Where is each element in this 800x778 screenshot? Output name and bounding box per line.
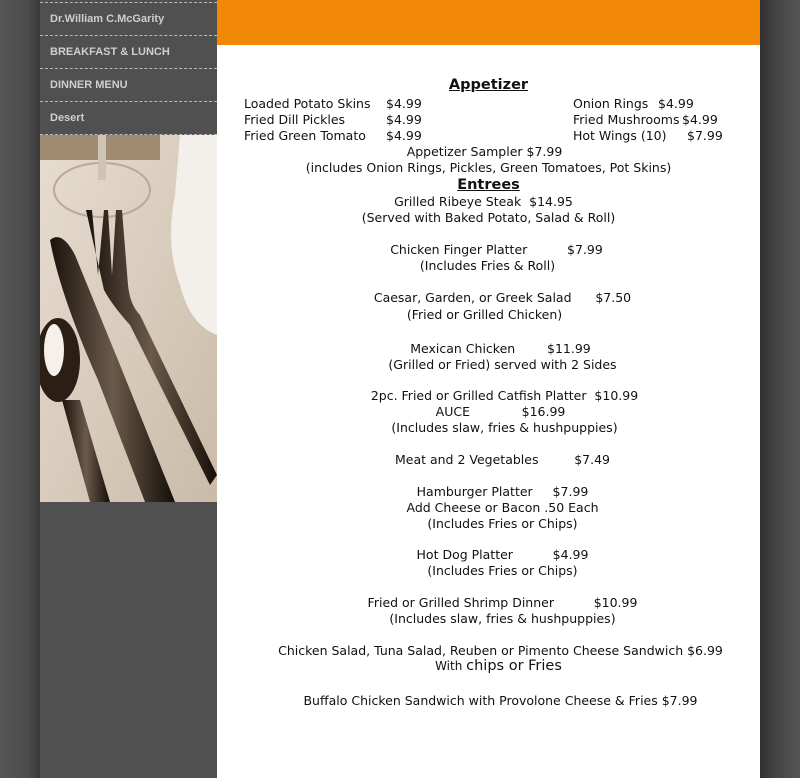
appetizer-price: $4.99 [658, 96, 694, 111]
entrees-heading: Entrees [457, 177, 520, 193]
appetizer-item: Hot Wings (10) [573, 128, 667, 143]
header-banner [217, 0, 760, 45]
appetizer-sampler-note: (includes Onion Rings, Pickles, Green Tomatoes, Pot Skins) [305, 160, 672, 175]
entree-line: Hot Dog Platter $4.99 [416, 547, 589, 562]
appetizer-price: $7.99 [687, 128, 723, 143]
sidebar-nav [40, 2, 217, 135]
entree-note: (Fried or Grilled Chicken) [406, 307, 563, 322]
entree-line: Mexican Chicken $11.99 [410, 341, 591, 356]
entree-note: chips or Fries [466, 658, 562, 674]
appetizer-item [244, 96, 371, 111]
entree-line: Meat and 2 Vegetables $7.49 [394, 452, 611, 467]
sidebar [40, 0, 217, 778]
entree-note: (Includes slaw, fries & hushpuppies) [391, 420, 618, 435]
nav-item-breakfast-lunch[interactable]: BREAKFAST & LUNCH [40, 36, 217, 69]
entree-note: (Grilled or Fried) served with 2 Sides [388, 357, 617, 372]
nav-item-dinner-menu[interactable]: DINNER MENU [40, 69, 217, 102]
main-content [217, 0, 760, 778]
page-background-left [0, 0, 40, 778]
entree-note: (Includes Fries or Chips) [427, 563, 578, 578]
entree-note: (Includes slaw, fries & hushpuppies) [389, 611, 616, 626]
entree-line-2: AUCE $16.99 [435, 404, 566, 419]
entree-line: Fried or Grilled Shrimp Dinner $10.99 [367, 595, 638, 610]
entree-line: 2pc. Fried or Grilled Catfish Platter $10.99 [370, 388, 639, 403]
entree-line: Chicken Finger Platter $7.99 [390, 242, 603, 257]
appetizer-price: $4.99 [386, 96, 422, 111]
item-name: Loaded Potato Skins [244, 96, 371, 111]
appetizer-item: Fried Dill Pickles [244, 112, 346, 127]
appetizer-item: Onion Rings [573, 96, 649, 111]
entree-line: Hamburger Platter $7.99 [416, 484, 589, 499]
entree-note: (Includes Fries or Chips) [427, 516, 578, 531]
entree-line: Caesar, Garden, or Greek Salad $7.50 [373, 290, 632, 305]
cutlery-photo [40, 135, 217, 502]
entree-note-prefix: With [435, 659, 467, 673]
entree-note-wrapper [227, 658, 770, 674]
appetizer-heading: Appetizer [448, 77, 529, 93]
entree-note: (Includes Fries & Roll) [419, 258, 556, 273]
appetizer-price: $4.99 [682, 112, 718, 127]
entree-line-2: Add Cheese or Bacon .50 Each [406, 500, 599, 515]
nav-item-desert[interactable]: Desert [40, 102, 217, 135]
appetizer-item: Fried Mushrooms [573, 112, 680, 127]
appetizer-item: Fried Green Tomato [244, 128, 366, 143]
entree-note: (Served with Baked Potato, Salad & Roll) [361, 210, 616, 225]
appetizer-price: $4.99 [386, 112, 422, 127]
entree-line: Grilled Ribeye Steak $14.95 [394, 194, 573, 209]
nav-item-dr-william-mcgarity[interactable]: Dr.William C.McGarity [40, 3, 217, 36]
appetizer-price: $4.99 [386, 128, 422, 143]
appetizer-sampler: Appetizer Sampler $7.99 [406, 144, 563, 159]
entree-line: Chicken Salad, Tuna Salad, Reuben or Pimento Cheese Sandwich $6.99 [278, 643, 723, 658]
entree-line: Buffalo Chicken Sandwich with Provolone Cheese & Fries $7.99 [303, 693, 698, 708]
